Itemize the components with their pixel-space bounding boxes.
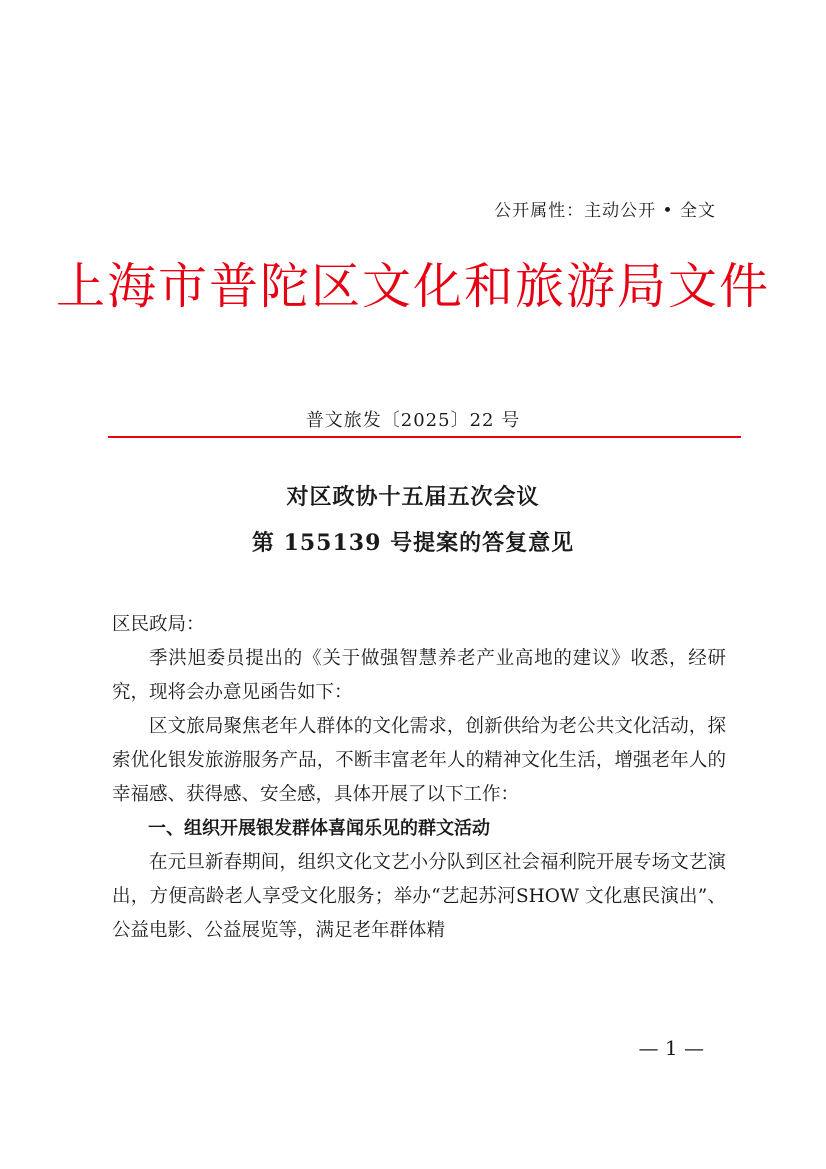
paragraph: 季洪旭委员提出的《关于做强智慧养老产业高地的建议》收悉，经研究，现将会办意见函告如下： xyxy=(112,648,726,703)
page-number: — 1 — xyxy=(638,1036,704,1060)
paragraph: 区文旅局聚焦老年人群体的文化需求，创新供给为老公共文化活动，探索优化银发旅游服务产品，不断丰富老年人的精神文化生活，增强老年人的幸福感、获得感、安全感，具体开展了以下工作： xyxy=(112,716,726,805)
paragraph: 在元旦新春期间，组织文化文艺小分队到区社会福利院开展专场文艺演出，方便高龄老人享受文化服务；举办“艺起苏河SHOW 文化惠民演出”、公益电影、公益展览等，满足老年群体精 xyxy=(112,852,726,941)
disclosure-attribute: 公开属性：主动公开 • 全文 xyxy=(494,201,716,221)
issuer-title: 上海市普陀区文化和旅游局文件 xyxy=(55,258,770,315)
document-number: 普文旅发〔2025〕22 号 xyxy=(305,410,521,431)
salutation: 区民政局： xyxy=(112,614,205,635)
red-divider xyxy=(108,436,741,438)
document-title-line1: 对区政协十五届五次会议 xyxy=(286,484,540,510)
section-heading: 一、组织开展银发群体喜闻乐见的群文活动 xyxy=(148,818,490,839)
document-body xyxy=(112,608,726,948)
document-title-line2: 第 155139 号提案的答复意见 xyxy=(251,530,575,556)
